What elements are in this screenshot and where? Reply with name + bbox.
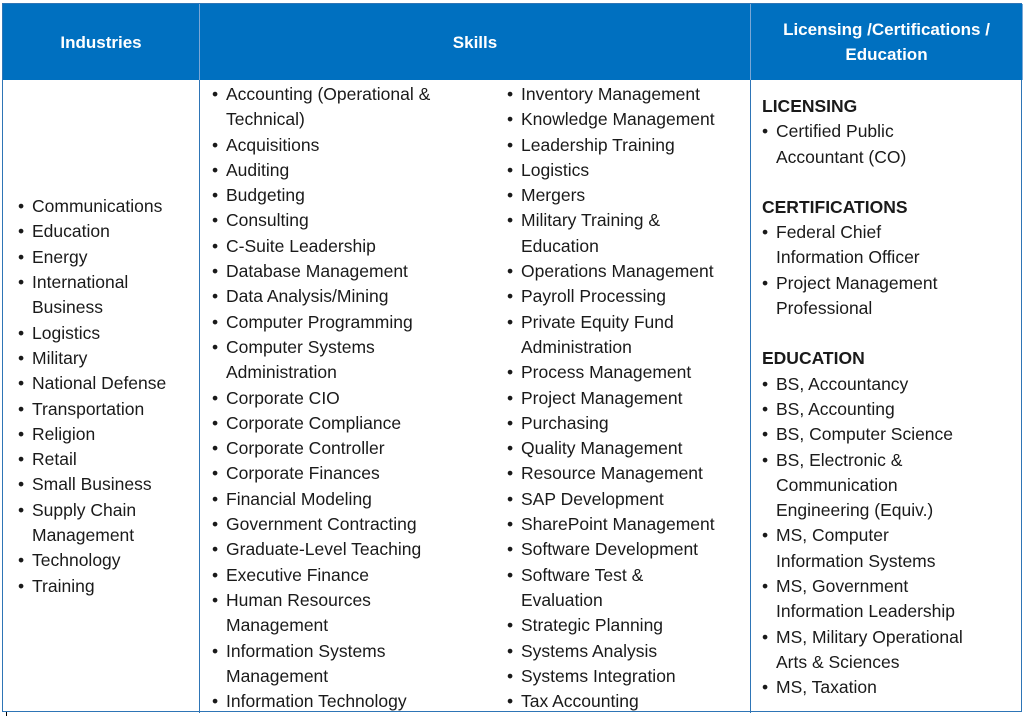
- skill-item: • Database Management: [212, 259, 497, 284]
- industries-cell: [3, 80, 200, 713]
- skill-item: • Information Technology: [212, 689, 497, 713]
- licensing-title: LICENSING: [762, 96, 858, 116]
- skill-item: • Tax Accounting: [507, 689, 747, 713]
- header-licensing: [751, 4, 1023, 80]
- skill-item: • Mergers: [507, 183, 747, 208]
- header-licensing-label: Licensing /Certifications / Education: [783, 20, 990, 64]
- text-cursor-mark: [6, 712, 7, 716]
- skill-item: • SharePoint Management: [507, 512, 747, 537]
- industry-item: • National Defense: [18, 371, 166, 396]
- education-item: • MS, Military Operational Arts & Sciences: [762, 625, 1023, 676]
- skill-item: • Computer Systems Administration: [212, 335, 497, 386]
- industry-item: • Logistics: [18, 321, 166, 346]
- header-industries: [3, 4, 200, 80]
- skill-item: • Computer Programming: [212, 310, 497, 335]
- industry-item: • Retail: [18, 447, 166, 472]
- skill-item: • Purchasing: [507, 411, 747, 436]
- skills-list-col2: [497, 82, 747, 713]
- skill-item: • Corporate Controller: [212, 436, 497, 461]
- certifications-title: CERTIFICATIONS: [762, 196, 908, 217]
- skill-item: • Software Development: [507, 537, 747, 562]
- licensing-section: [762, 94, 1023, 170]
- skill-item: • Executive Finance: [212, 563, 497, 588]
- skill-item: • Military Training & Education: [507, 208, 747, 259]
- education-title: EDUCATION: [762, 348, 865, 369]
- skill-item: • Corporate Finances: [212, 461, 497, 486]
- education-item: • BS, Electronic & Communication Engineering (Equiv.): [762, 448, 1023, 524]
- industry-item: • Small Business: [18, 472, 166, 497]
- education-item: • BS, Computer Science: [762, 422, 1023, 447]
- industries-list: [18, 194, 166, 599]
- skill-item: • Software Test & Evaluation: [507, 563, 747, 614]
- skill-item: • Leadership Training: [507, 133, 747, 158]
- education-item: • BS, Accountancy: [762, 372, 1023, 397]
- licensing-list: [762, 119, 1023, 170]
- skill-item: • Graduate-Level Teaching: [212, 537, 497, 562]
- industry-item: • Energy: [18, 245, 166, 270]
- skill-item: • Logistics: [507, 158, 747, 183]
- skill-item: • Systems Integration: [507, 664, 747, 689]
- skill-item: • Project Management: [507, 386, 747, 411]
- header-skills: [200, 4, 751, 80]
- skill-item: • Inventory Management: [507, 82, 747, 107]
- industry-item: • Supply Chain Management: [18, 498, 166, 549]
- skill-item: • Payroll Processing: [507, 284, 747, 309]
- industry-item: • Education: [18, 219, 166, 244]
- industry-item: • International Business: [18, 270, 166, 321]
- skill-item: • Financial Modeling: [212, 487, 497, 512]
- header-industries-label: Industries: [60, 32, 142, 52]
- industry-item: • Communications: [18, 194, 166, 219]
- certifications-section: [762, 195, 1023, 321]
- industry-item: • Transportation: [18, 397, 166, 422]
- skill-item: • Strategic Planning: [507, 613, 747, 638]
- education-item: • MS, Taxation: [762, 675, 1023, 700]
- skill-item: • Operations Management: [507, 259, 747, 284]
- industry-item: • Religion: [18, 422, 166, 447]
- industry-item: • Training: [18, 574, 166, 599]
- education-item: • MS, Government Information Leadership: [762, 574, 1023, 625]
- certification-item: • Federal Chief Information Officer: [762, 220, 1023, 271]
- skill-item: • Human Resources Management: [212, 588, 497, 639]
- skill-item: • Process Management: [507, 360, 747, 385]
- skill-item: • C-Suite Leadership: [212, 234, 497, 259]
- education-section: [762, 346, 1023, 700]
- skill-item: • Quality Management: [507, 436, 747, 461]
- certifications-list: [762, 220, 1023, 321]
- skill-item: • Government Contracting: [212, 512, 497, 537]
- education-item: • MS, Computer Information Systems: [762, 523, 1023, 574]
- license-item: • Certified Public Accountant (CO): [762, 119, 1023, 170]
- skill-item: • Private Equity Fund Administration: [507, 310, 747, 361]
- certification-item: • Project Management Professional: [762, 271, 1023, 322]
- skill-item: • Budgeting: [212, 183, 497, 208]
- skill-item: • Systems Analysis: [507, 639, 747, 664]
- education-list: [762, 372, 1023, 701]
- skill-item: • Auditing: [212, 158, 497, 183]
- skill-item: • Corporate CIO: [212, 386, 497, 411]
- industry-item: • Technology: [18, 548, 166, 573]
- skills-list-col1: [200, 82, 497, 713]
- skills-table: [2, 3, 1022, 712]
- skill-item: • Consulting: [212, 208, 497, 233]
- industry-item: • Military: [18, 346, 166, 371]
- skill-item: • Knowledge Management: [507, 107, 747, 132]
- skill-item: • Corporate Compliance: [212, 411, 497, 436]
- skills-cell: [200, 80, 751, 713]
- licensing-cell: [751, 80, 1023, 713]
- skill-item: • Resource Management: [507, 461, 747, 486]
- skill-item: • Acquisitions: [212, 133, 497, 158]
- skill-item: • SAP Development: [507, 487, 747, 512]
- skill-item: • Data Analysis/Mining: [212, 284, 497, 309]
- education-item: • BS, Accounting: [762, 397, 1023, 422]
- skill-item: • Information Systems Management: [212, 639, 497, 690]
- skill-item: • Accounting (Operational & Technical): [212, 82, 497, 133]
- header-skills-label: Skills: [452, 32, 498, 52]
